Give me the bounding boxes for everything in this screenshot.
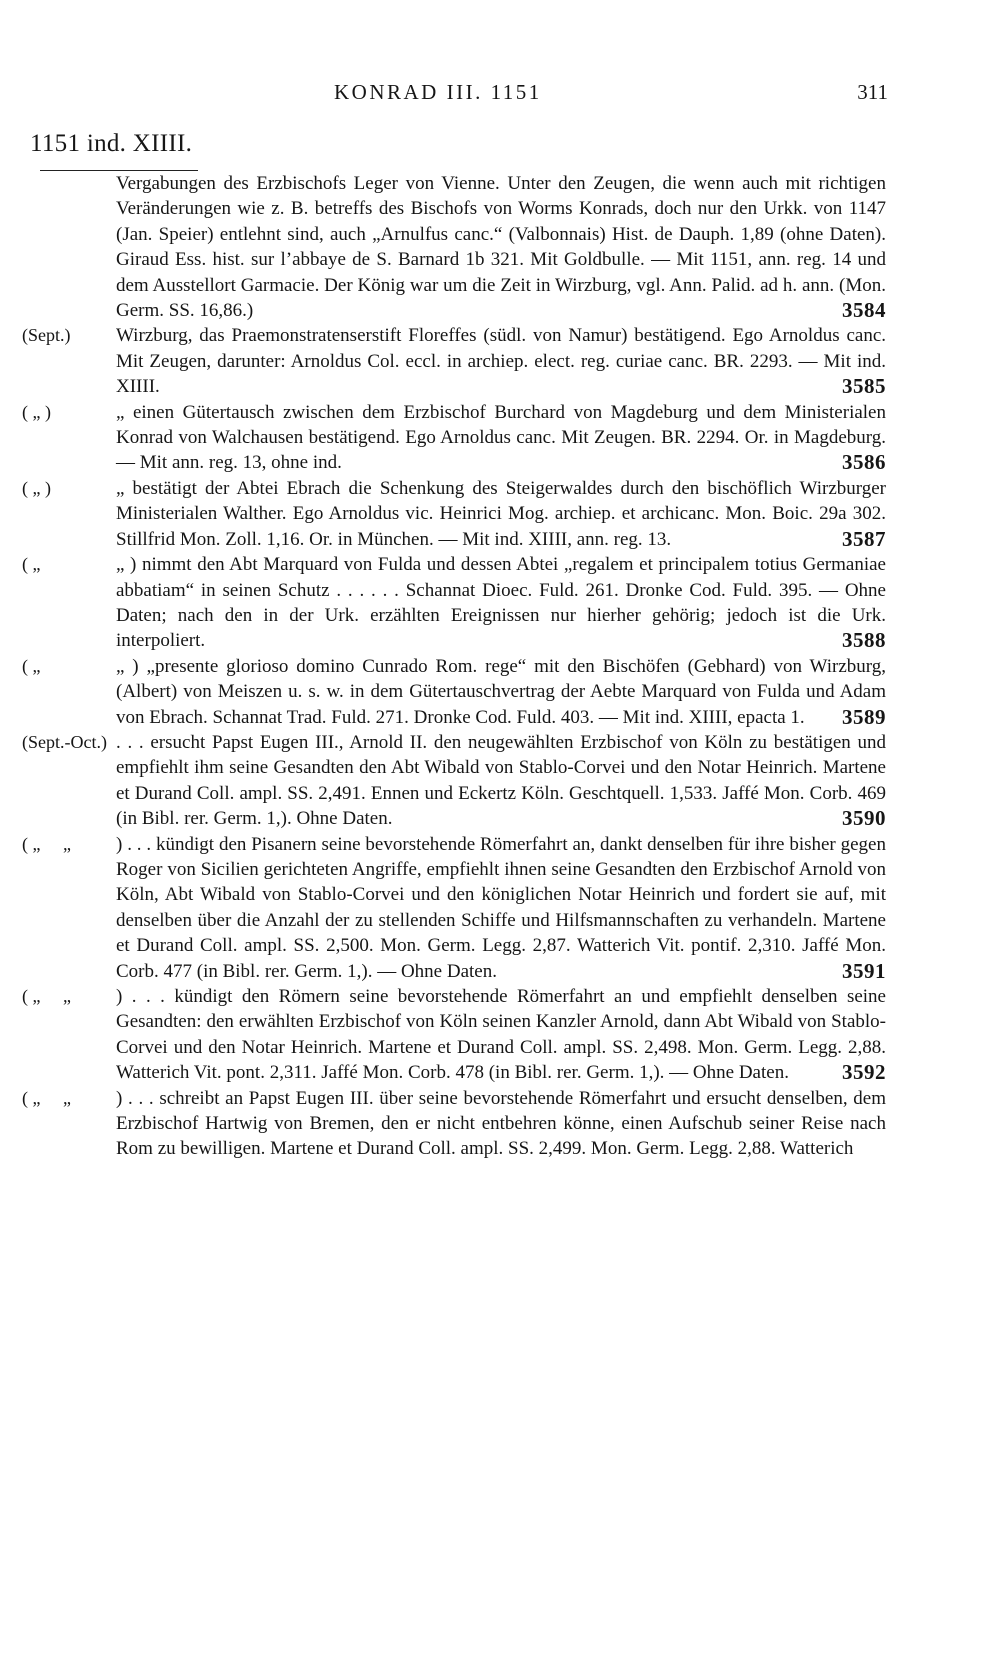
entry-text [116, 654, 886, 730]
entry-body: Vergabungen des Erzbischofs Leger von Vienne. Unter den Zeugen, die wenn auch mit richtigen Veränderungen wie z. B. betreffs des Bischofs von Worms Konrads, doch nur den Urkk. von 1147 (Jan. Speier) entlehnt sind, auch „Arnulfus canc.“ (Valbonnais) Hist. de Dauph. 1,89 (ohne Daten). Giraud Ess. hist. sur l’abbaye de S. Barnard 1b 321. Mit Goldbulle. — Mit 1151, ann. reg. 14 und dem Ausstellort Garmacie. Der König war um die Zeit in Wirzburg, vgl. Ann. Palid. ad h. ann. (Mon. Germ. SS. 16,86.) [116, 173, 886, 322]
entry-date: ( „ „ [22, 986, 71, 1006]
entry-body: Wirzburg, das Praemonstratenserstift Floreffes (südl. von Namur) bestätigend. Ego Arnoldus canc. Mit Zeugen, darunter: Arnoldus Col. eccl. in archiep. elect. reg. curiae canc. BR. 2293. — Mit ind. XIIII. [116, 325, 886, 398]
entry-text [116, 984, 886, 1086]
entry-date: (Sept.) [22, 325, 71, 346]
entry-body: ) . . . kündigt den Pisanern seine bevorstehende Römerfahrt an, dankt denselben für ihre bisher gegen Roger von Sicilien gerichteten Angriffe, empfiehlt ihnen seine Gesandten den Erzbischof Arnold von Köln, Abt Wibald von Stablo-Corvei und den königlichen Notar Heinrich und fordert sie auf, mit denselben über die Anzahl der zu stellenden Schiffe und Hilfsmannschaften zu verhandeln. Martene et Durand Coll. ampl. SS. 2,500. Mon. Germ. Legg. 2,87. Watterich Vit. pontif. 2,310. Jaffé Mon. Corb. 477 (in Bibl. rer. Germ. 1,). — Ohne Daten. [116, 833, 886, 982]
entry-text [116, 400, 886, 476]
entry-text [116, 832, 886, 984]
entry-text [116, 171, 886, 323]
entry-number: 3590 [842, 806, 886, 831]
entry-text [116, 552, 886, 654]
entry-body: . . . ersucht Papst Eugen III., Arnold II. den neugewählten Erzbischof von Köln zu bestätigen und empfiehlt ihm seine Gesandten den Abt Wibald von Stablo-Corvei und den Notar Heinrich. Martene et Durand Coll. ampl. SS. 2,491. Ennen und Eckertz Köln. Geschtquell. 1,533. Jaffé Mon. Corb. 469 (in Bibl. rer. Germ. 1,). Ohne Daten. [116, 731, 886, 830]
regest-entry [0, 171, 1000, 323]
entry-text [116, 730, 886, 832]
regest-entry [0, 984, 1000, 1086]
regest-entry [0, 832, 1000, 984]
page-number: 311 [857, 80, 888, 104]
regest-entry [0, 552, 1000, 654]
regest-entry [0, 1086, 1000, 1162]
entry-number: 3589 [842, 704, 886, 729]
regesta-list [0, 171, 1000, 1162]
entry-date: ( „ [22, 655, 41, 676]
entry-text [116, 323, 886, 399]
year-indication: 1151 ind. XIIII. [30, 130, 193, 157]
entry-number: 3592 [842, 1060, 886, 1085]
entry-date: ( „ [22, 554, 41, 575]
entry-date: ( „ ) [22, 477, 51, 498]
regest-entry [0, 476, 1000, 552]
entry-number: 3585 [842, 374, 886, 399]
regest-entry [0, 730, 1000, 832]
entry-body: „ bestätigt der Abtei Ebrach die Schenkung des Steigerwaldes durch den bischöflich Wirzburger Ministerialen Walther. Ego Arnoldus vic. Heinrici Mog. archiep. et archicanc. Mon. Boic. 29a 302. Stillfrid Mon. Zoll. 1,16. Or. in München. — Mit ind. XIIII, ann. reg. 13. [116, 477, 886, 550]
entry-date: ( „ „ [22, 1087, 71, 1108]
entry-number: 3587 [842, 526, 886, 551]
entry-date: ( „ „ [22, 833, 71, 854]
entry-number: 3588 [842, 628, 886, 653]
entry-body: ) . . . kündigt den Römern seine bevorstehende Römerfahrt an und empfiehlt denselben seine Gesandten: den erwählten Erzbischof von Köln seinen Kanzler Arnold, dann Abt Wibald von Stablo-Corvei und den Notar Heinrich. Martene et Durand Coll. ampl. SS. 2,498. Mon. Germ. Legg. 2,88. Watterich Vit. pont. 2,311. Jaffé Mon. Corb. 478 (in Bibl. rer. Germ. 1,). — Ohne Daten. [116, 986, 886, 1084]
regest-entry [0, 323, 1000, 399]
running-title: KONRAD III. 1151 [334, 80, 542, 104]
entry-body: „ ) nimmt den Abt Marquard von Fulda und dessen Abtei „regalem et principalem totius Germaniae abbatiam“ in seinen Schutz . . . . . . Schannat Dioec. Fuld. 261. Dronke Cod. Fuld. 395. — Ohne Daten; nach den in der Urk. erzählten Ereignissen nur hierher gehörig; jedoch ist die Urk. interpoliert. [116, 554, 886, 652]
entry-text [116, 476, 886, 552]
entry-text [116, 1086, 886, 1162]
entry-body: ) . . . schreibt an Papst Eugen III. über seine bevorstehende Römerfahrt und ersucht denselben, dem Erzbischof Hartwig von Bremen, den er nicht entbehren könne, einen Aufschub seiner Reise nach Rom zu bewilligen. Martene et Durand Coll. ampl. SS. 2,499. Mon. Germ. Legg. 2,88. Watterich [116, 1087, 886, 1160]
regest-entry [0, 400, 1000, 476]
entry-body: „ einen Gütertausch zwischen dem Erzbischof Burchard von Magdeburg und dem Ministerialen Konrad von Walchausen bestätigend. Ego Arnoldus canc. Mit Zeugen. BR. 2294. Or. in Magdeburg. — Mit ann. reg. 13, ohne ind. [116, 401, 886, 474]
entry-date: ( „ ) [22, 401, 51, 422]
entry-date: (Sept.-Oct.) [22, 731, 107, 752]
entry-number: 3586 [842, 450, 886, 475]
running-head [0, 80, 1000, 108]
entry-body: „ ) „presente glorioso domino Cunrado Rom. rege“ mit den Bischöfen (Gebhard) von Wirzburg, (Albert) von Meiszen u. s. w. in dem Gütertauschvertrag der Aebte Marquard von Fulda und Adam von Ebrach. Schannat Trad. Fuld. 271. Dronke Cod. Fuld. 403. — Mit ind. XIIII, epacta 1. [116, 655, 886, 728]
entry-number: 3591 [842, 958, 886, 983]
entry-number: 3584 [842, 298, 886, 323]
regest-entry [0, 654, 1000, 730]
